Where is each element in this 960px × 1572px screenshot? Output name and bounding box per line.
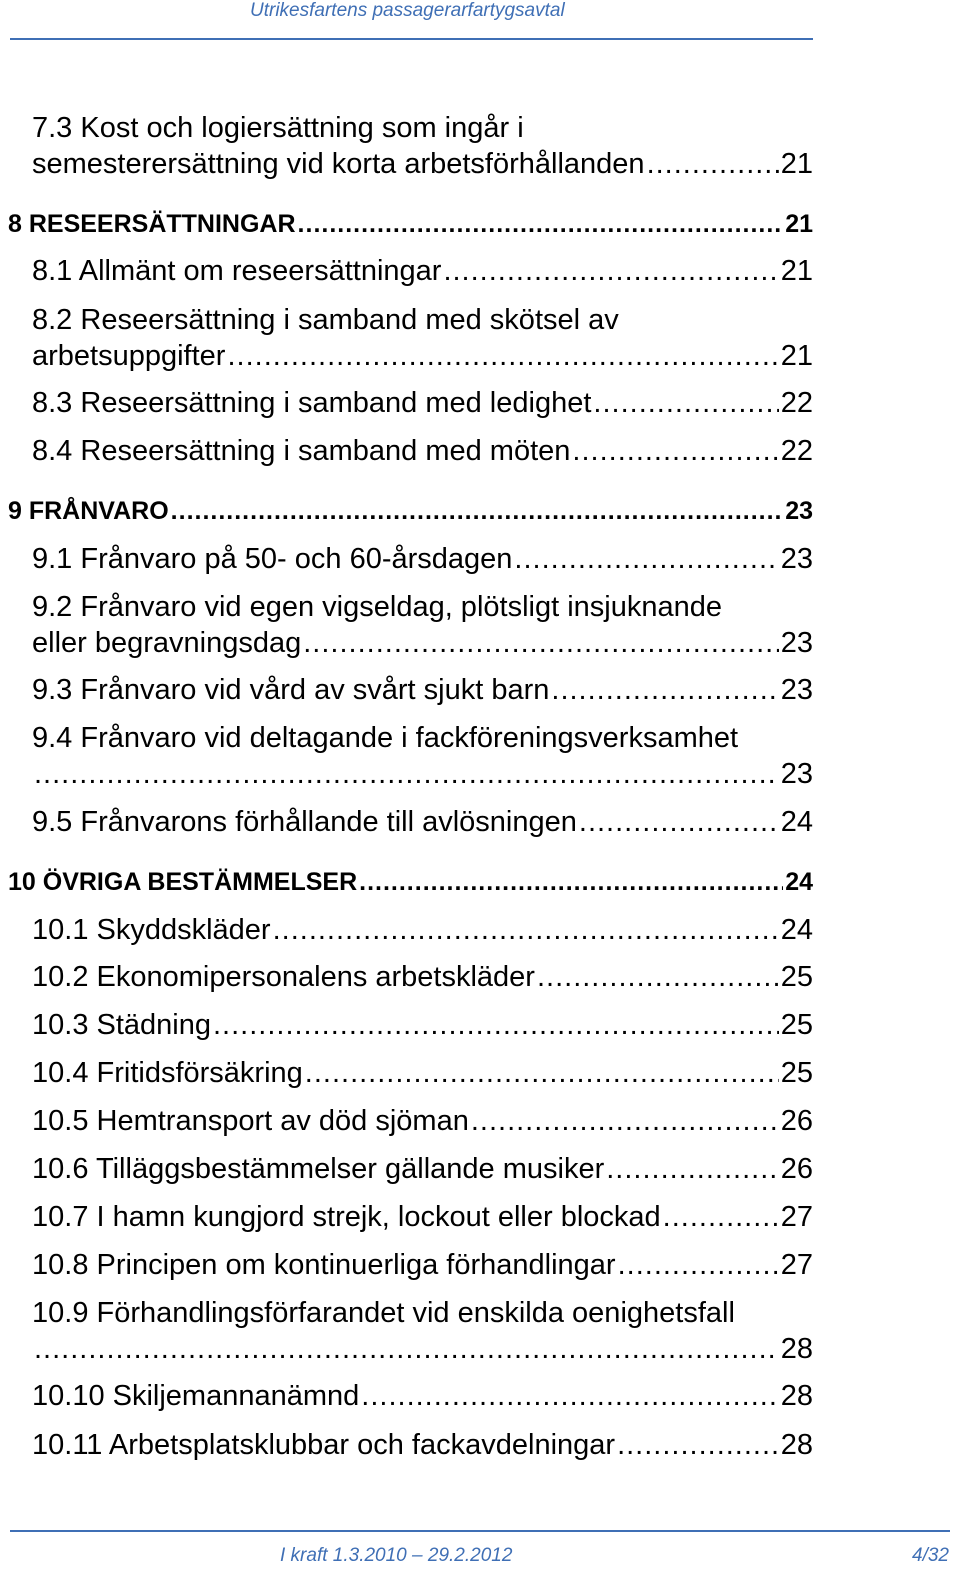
toc-section-entry[interactable]	[32, 672, 813, 708]
toc-dot-leader	[361, 1378, 778, 1414]
toc-dot-leader	[443, 253, 778, 289]
toc-dot-leader	[514, 541, 778, 577]
toc-page-number: 25	[780, 1057, 813, 1089]
toc-dot-leader	[606, 1151, 779, 1187]
toc-entry-title: 10.7 I hamn kungjord strejk, lockout eller blockad	[32, 1201, 661, 1233]
toc-page-number: 26	[780, 1153, 813, 1185]
toc-entry-title: 8.4 Reseersättning i samband med möten	[32, 435, 571, 467]
footer-rule	[10, 1530, 950, 1532]
toc-page-number: 24	[780, 806, 813, 838]
toc-dot-leader	[34, 1331, 779, 1367]
toc-page-number: 21	[785, 210, 813, 238]
toc-section-entry[interactable]	[32, 1247, 813, 1283]
toc-dot-leader	[618, 1247, 779, 1283]
toc-entry-title: 9 FRÅNVARO	[8, 497, 169, 525]
toc-page-number: 23	[785, 497, 813, 525]
toc-dot-leader	[34, 756, 779, 792]
toc-entry-title: 8.3 Reseersättning i samband med ledighet	[32, 387, 592, 419]
toc-page-number: 24	[780, 914, 813, 946]
toc-page-number: 21	[780, 148, 813, 180]
toc-section-entry[interactable]	[32, 1151, 813, 1187]
toc-section-entry[interactable]	[32, 1295, 813, 1367]
toc-entry-title: semesterersättning vid korta arbetsförhållanden	[32, 148, 645, 180]
toc-dot-leader	[298, 206, 784, 242]
footer-page-number: 4/32	[912, 1545, 949, 1566]
toc-entry-title: 10.9 Förhandlingsförfarandet vid enskilda oenighetsfall	[32, 1297, 735, 1329]
toc-entry-title: 10.5 Hemtransport av död sjöman	[32, 1105, 469, 1137]
toc-entry-title: 10.1 Skyddskläder	[32, 914, 271, 946]
toc-section-entry[interactable]	[32, 433, 813, 469]
toc-entry-title: 10 ÖVRIGA BESTÄMMELSER	[8, 868, 358, 896]
toc-section-entry[interactable]	[32, 253, 813, 289]
toc-section-entry[interactable]	[32, 1055, 813, 1091]
toc-entry-title: 10.8 Principen om kontinuerliga förhandlingar	[32, 1249, 616, 1281]
toc-page-number: 27	[780, 1201, 813, 1233]
toc-section-entry[interactable]	[32, 1199, 813, 1235]
toc-entry-title: 10.11 Arbetsplatsklubbar och fackavdelningar	[32, 1429, 616, 1461]
toc-dot-leader	[593, 385, 778, 421]
toc-dot-leader	[303, 625, 778, 661]
toc-section-entry[interactable]	[32, 804, 813, 840]
toc-page-number: 28	[780, 1380, 813, 1412]
toc-entry-title: 9.5 Frånvarons förhållande till avlösningen	[32, 806, 577, 838]
toc-page-number: 25	[780, 1009, 813, 1041]
toc-entry-title: 10.4 Fritidsförsäkring	[32, 1057, 303, 1089]
toc-page-number: 24	[785, 868, 813, 896]
toc-entry-title: 9.1 Frånvaro på 50- och 60-årsdagen	[32, 543, 513, 575]
toc-section-entry[interactable]	[32, 1378, 813, 1414]
toc-section-entry[interactable]	[32, 1427, 813, 1463]
toc-page-number: 28	[780, 1429, 813, 1461]
toc-dot-leader	[537, 959, 779, 995]
toc-page-number: 23	[780, 758, 813, 790]
toc-page-number: 21	[780, 255, 813, 287]
toc-dot-leader	[572, 433, 778, 469]
toc-dot-leader	[471, 1103, 779, 1139]
toc-dot-leader	[663, 1199, 779, 1235]
toc-page-number: 25	[780, 961, 813, 993]
toc-section-entry[interactable]	[32, 541, 813, 577]
toc-dot-leader	[227, 338, 778, 374]
toc-dot-leader	[305, 1055, 779, 1091]
toc-entry-title: 10.6 Tilläggsbestämmelser gällande musiker	[32, 1153, 605, 1185]
toc-entry-title: 8 RESEERSÄTTNINGAR	[8, 210, 296, 238]
toc-chapter-entry[interactable]	[8, 493, 813, 529]
toc-entry-title: arbetsuppgifter	[32, 340, 226, 372]
toc-page-number: 27	[780, 1249, 813, 1281]
toc-page-number: 22	[780, 387, 813, 419]
toc-section-entry[interactable]	[32, 110, 813, 182]
toc-entry-title: 9.4 Frånvaro vid deltagande i fackföreningsverksamhet	[32, 722, 739, 754]
toc-section-entry[interactable]	[32, 302, 813, 374]
toc-chapter-entry[interactable]	[8, 864, 813, 900]
toc-entry-title: eller begravningsdag	[32, 627, 302, 659]
toc-page-number: 23	[780, 674, 813, 706]
toc-entry-title: 7.3 Kost och logiersättning som ingår i	[32, 112, 524, 144]
header-title: Utrikesfartens passagerarfartygsavtal	[250, 0, 565, 21]
toc-section-entry[interactable]	[32, 385, 813, 421]
toc-page-number: 21	[780, 340, 813, 372]
toc-section-entry[interactable]	[32, 720, 813, 792]
toc-section-entry[interactable]	[32, 959, 813, 995]
toc-dot-leader	[579, 804, 779, 840]
toc-dot-leader	[213, 1007, 779, 1043]
toc-dot-leader	[273, 912, 779, 948]
toc-page-number: 26	[780, 1105, 813, 1137]
toc-dot-leader	[617, 1427, 779, 1463]
toc-section-entry[interactable]	[32, 589, 813, 661]
toc-entry-title: 9.3 Frånvaro vid vård av svårt sjukt barn	[32, 674, 550, 706]
toc-dot-leader	[647, 146, 779, 182]
toc-dot-leader	[359, 864, 783, 900]
toc-chapter-entry[interactable]	[8, 206, 813, 242]
toc-page-number: 23	[780, 627, 813, 659]
toc-section-entry[interactable]	[32, 1103, 813, 1139]
toc-section-entry[interactable]	[32, 912, 813, 948]
header-rule	[10, 38, 813, 40]
toc-dot-leader	[551, 672, 778, 708]
toc-entry-title: 9.2 Frånvaro vid egen vigseldag, plötsligt insjuknande	[32, 591, 722, 623]
toc-entry-title: 10.10 Skiljemannanämnd	[32, 1380, 360, 1412]
toc-entry-title: 10.3 Städning	[32, 1009, 211, 1041]
toc-page-number: 23	[780, 543, 813, 575]
toc-entry-title: 8.1 Allmänt om reseersättningar	[32, 255, 442, 287]
toc-dot-leader	[171, 493, 784, 529]
footer-validity-period: I kraft 1.3.2010 – 29.2.2012	[280, 1545, 513, 1566]
toc-entry-title: 8.2 Reseersättning i samband med skötsel av	[32, 304, 619, 336]
toc-section-entry[interactable]	[32, 1007, 813, 1043]
toc-entry-title: 10.2 Ekonomipersonalens arbetskläder	[32, 961, 535, 993]
toc-page-number: 28	[780, 1333, 813, 1365]
toc-page-number: 22	[780, 435, 813, 467]
